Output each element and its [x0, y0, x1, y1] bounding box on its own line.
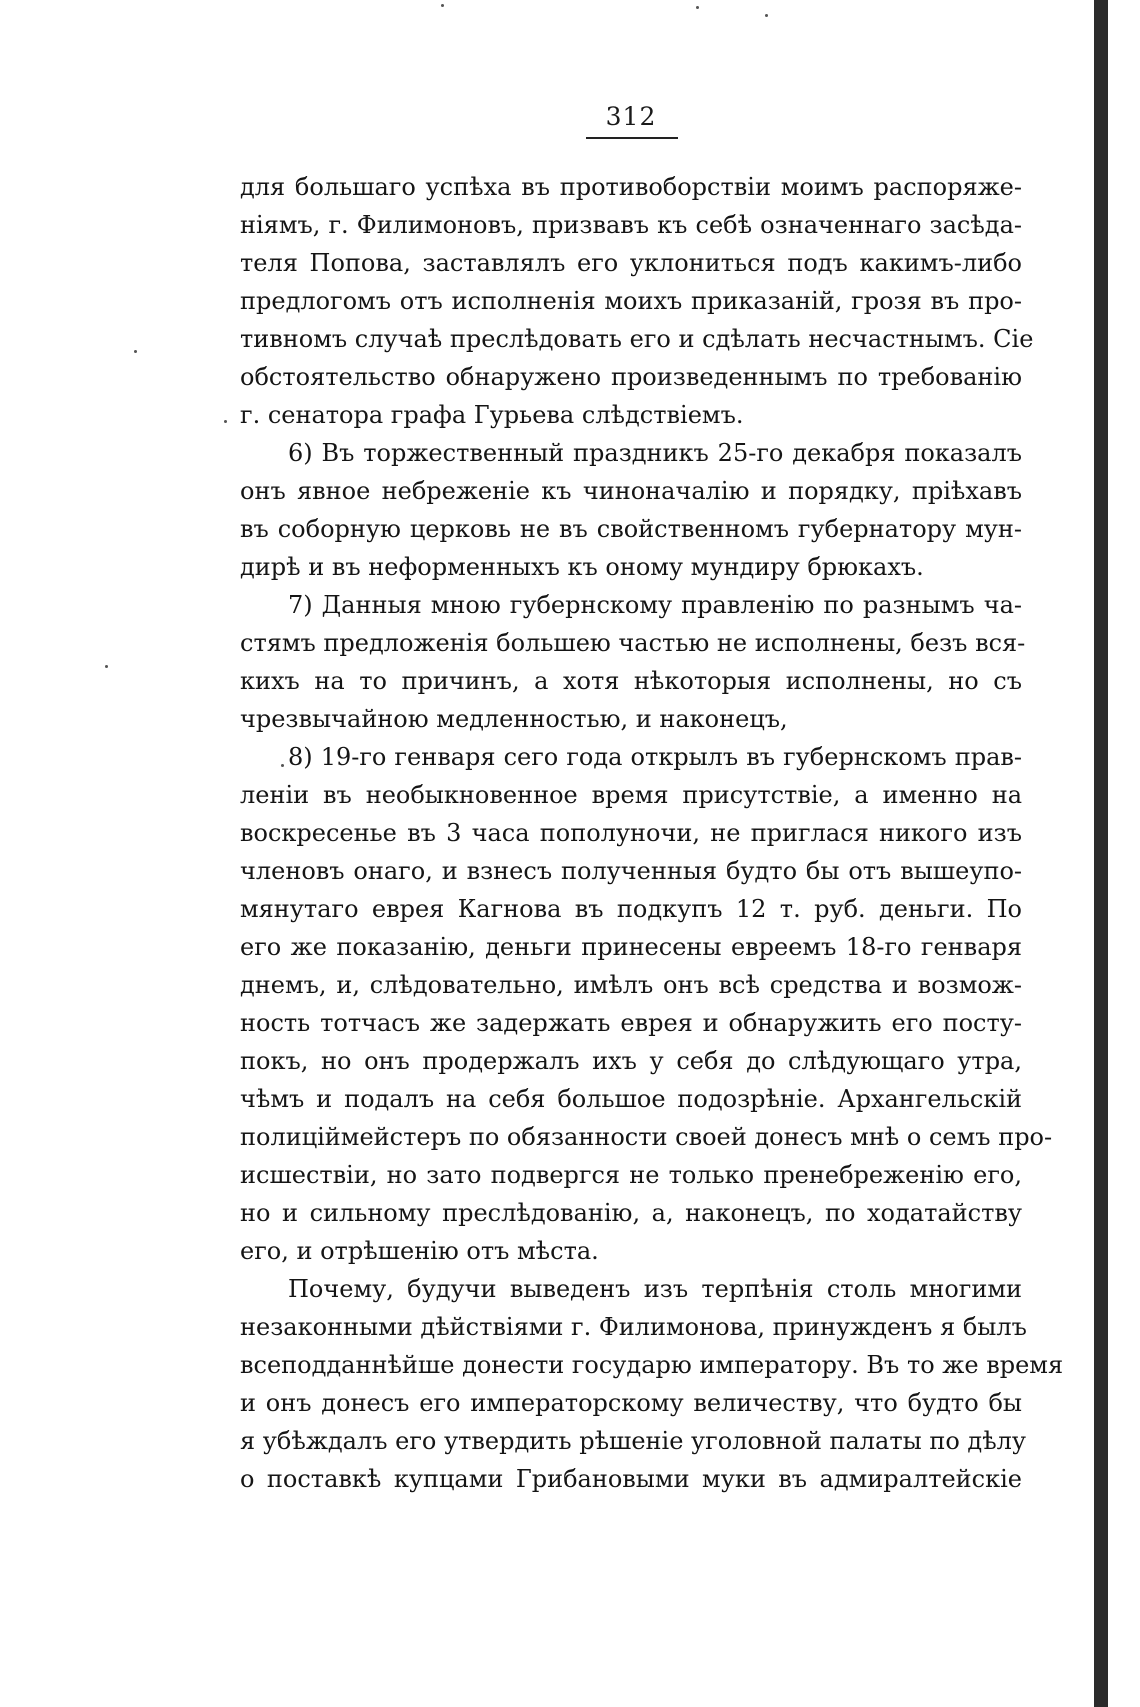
scan-speck — [134, 350, 137, 353]
text-line: кихъ на то причинъ, а хотя нѣкоторыя исполнены, но съ — [240, 667, 1022, 695]
text-line: г. сенатора графа Гурьева слѣдствіемъ. — [240, 401, 744, 429]
paragraph — [240, 168, 1034, 434]
text-line: леніи въ необыкновенное время присутствіе, а именно на — [240, 781, 1022, 809]
scan-speck — [765, 14, 768, 17]
text-line: чѣмъ и подалъ на себя большое подозрѣніе. Архангельскій — [240, 1085, 1022, 1113]
text-line: покъ, но онъ продержалъ ихъ у себя до слѣдующаго утра, — [240, 1047, 1022, 1075]
text-line: всеподданнѣйше донести государю императору. Въ то же время — [240, 1351, 1064, 1379]
text-line: его же показанію, деньги принесены евреемъ 18-го генваря — [240, 933, 1022, 961]
text-line: но и сильному преслѣдованію, а, наконецъ, по ходатайству — [240, 1199, 1022, 1227]
text-line: онъ явное небреженіе къ чиноначалію и порядку, пріѣхавъ — [240, 477, 1022, 505]
scan-speck — [105, 665, 108, 668]
text-line: дирѣ и въ неформенныхъ къ оному мундиру брюкахъ. — [240, 553, 924, 581]
text-line: мянутаго еврея Кагнова въ подкупъ 12 т. руб. деньги. По — [240, 895, 1022, 923]
text-line: чрезвычайною медленностью, и наконецъ, — [240, 705, 788, 733]
page-edge-shadow — [1094, 0, 1108, 1707]
scan-speck — [441, 4, 444, 7]
page-number: 312 — [605, 102, 657, 131]
text-line: ніямъ, г. Филимоновъ, призвавъ къ себѣ означеннаго засѣда- — [240, 211, 1022, 239]
text-line: предлогомъ отъ исполненія моихъ приказаній, грозя въ про- — [240, 287, 1022, 315]
text-line: въ соборную церковь не въ свойственномъ губернатору мун- — [240, 515, 1022, 543]
paragraph — [240, 1270, 1064, 1498]
body-text — [240, 168, 1064, 1498]
page-number-underline — [586, 137, 678, 139]
text-line: ность тотчасъ же задержать еврея и обнаружить его посту- — [240, 1009, 1022, 1037]
text-line: тивномъ случаѣ преслѣдовать его и сдѣлать несчастнымъ. Сіе — [240, 325, 1034, 353]
text-line: его, и отрѣшенію отъ мѣста. — [240, 1237, 599, 1265]
text-line: обстоятельство обнаружено произведеннымъ по требованію — [240, 363, 1022, 391]
text-line: я убѣждалъ его утвердить рѣшеніе уголовной палаты по дѣлу — [240, 1427, 1027, 1455]
text-line: 7) Данныя мною губернскому правленію по разнымъ ча- — [288, 591, 1022, 619]
text-line: Почему, будучи выведенъ изъ терпѣнія столь многими — [288, 1275, 1022, 1303]
text-line: незаконными дѣйствіями г. Филимонова, принужденъ я былъ — [240, 1313, 1027, 1341]
text-line: днемъ, и, слѣдовательно, имѣлъ онъ всѣ средства и возмож- — [240, 971, 1022, 999]
text-line: членовъ онаго, и взнесъ полученныя будто бы отъ вышеупо- — [240, 857, 1022, 885]
paragraph — [240, 586, 1026, 738]
text-line: стямъ предложенія большею частью не исполнены, безъ вся- — [240, 629, 1026, 657]
scan-speck — [224, 420, 227, 423]
text-line: исшествіи, но зато подвергся не только пренебреженію его, — [240, 1161, 1022, 1189]
text-line: и онъ донесъ его императорскому величеству, что будто бы — [240, 1389, 1022, 1417]
text-line: воскресенье въ 3 часа пополуночи, не приглася никого изъ — [240, 819, 1022, 847]
text-line: для большаго успѣха въ противоборствіи моимъ распоряже- — [240, 173, 1022, 201]
paragraph — [240, 738, 1053, 1270]
paragraph — [240, 434, 1022, 586]
text-line: полиціймейстеръ по обязанности своей донесъ мнѣ о семъ про- — [240, 1123, 1053, 1151]
text-line: теля Попова, заставлялъ его уклониться подъ какимъ-либо — [240, 249, 1022, 277]
text-line: 8) 19-го генваря сего года открылъ въ губернскомъ прав- — [288, 743, 1022, 771]
text-line: о поставкѣ купцами Грибановыми муки въ адмиралтейскіе — [240, 1465, 1022, 1493]
scan-speck — [696, 6, 699, 9]
text-line: 6) Въ торжественный праздникъ 25-го декабря показалъ — [288, 439, 1022, 467]
